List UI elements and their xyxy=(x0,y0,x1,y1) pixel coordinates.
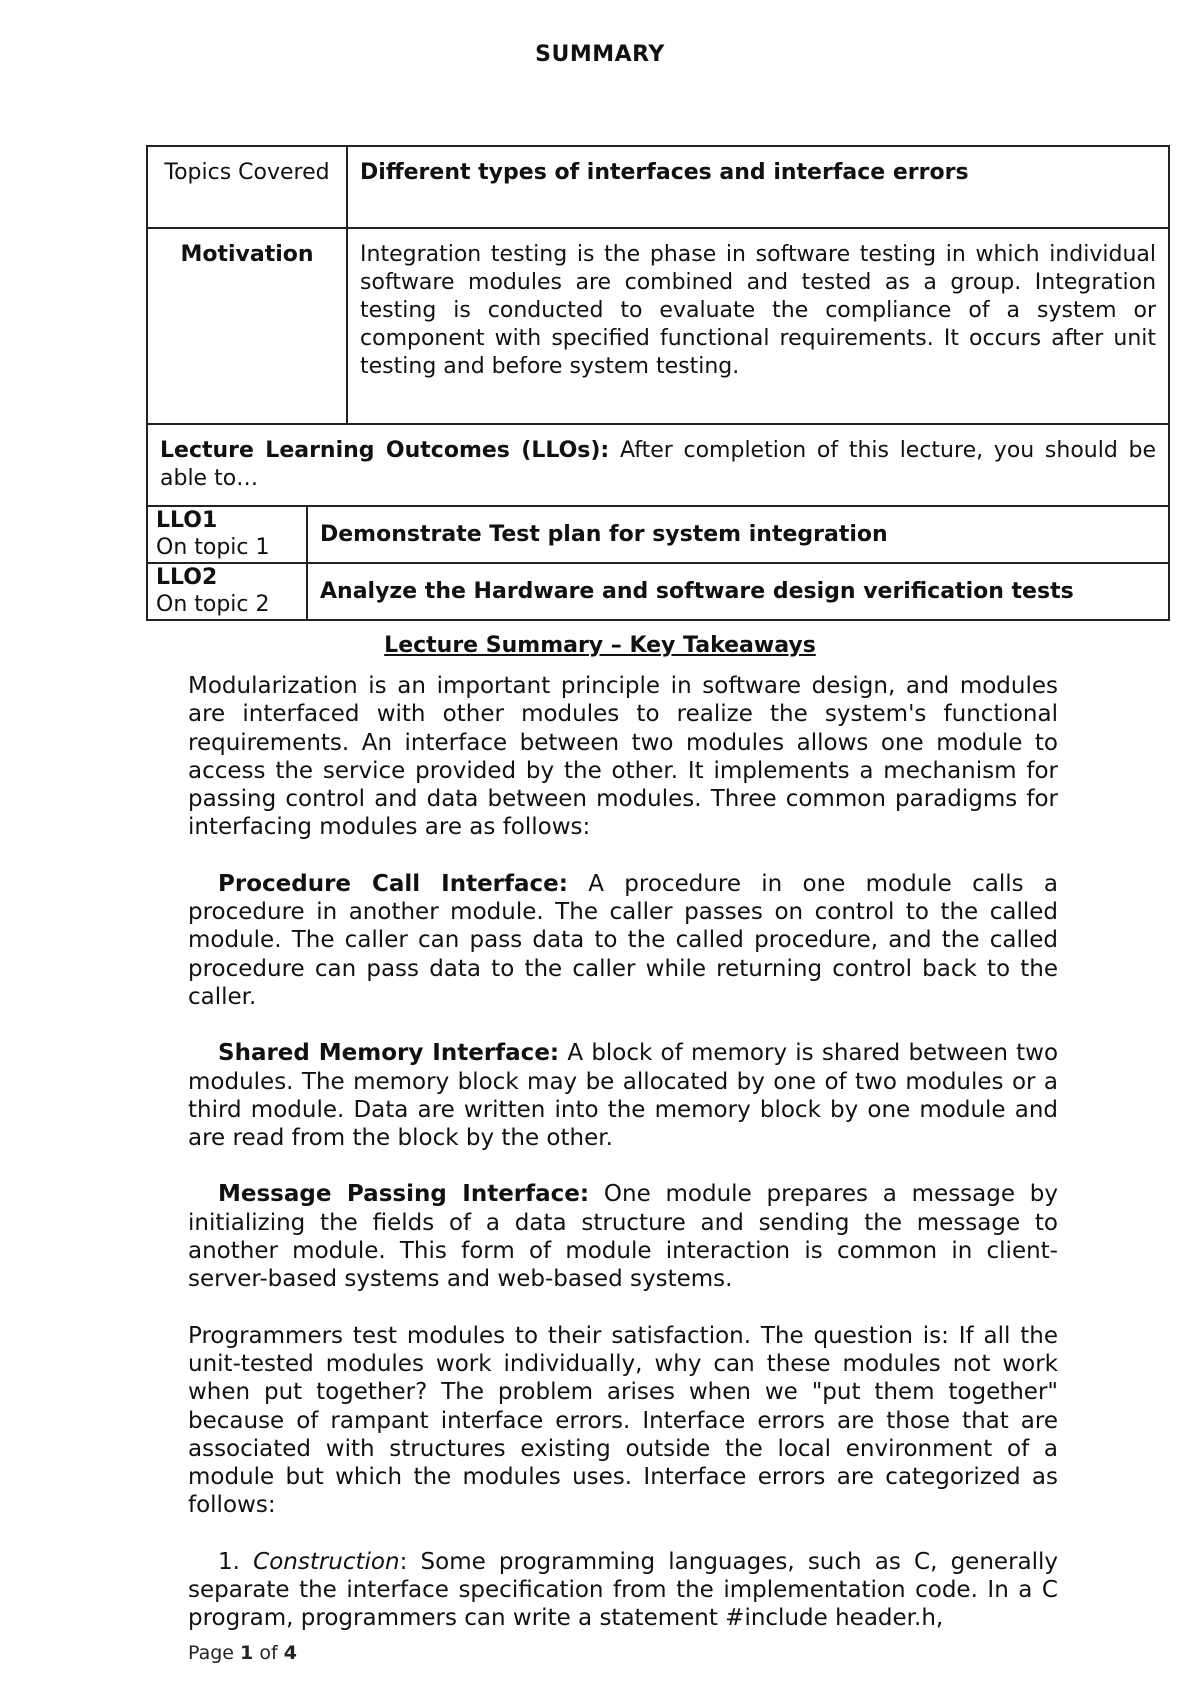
intro-paragraph: Modularization is an important principle in software design, and modules are interfaced with other modules to realize the system's functional requirements. An interface between two modules allows one module to access the service provided by the other. It implements a mechanism for passing control and data between modules. Three common paradigms for interfacing modules are as follows: xyxy=(188,673,1058,841)
list-term: Construction xyxy=(253,1548,400,1575)
summary-table xyxy=(146,145,1170,621)
paradigm-term: Message Passing Interface: xyxy=(218,1181,590,1208)
list-text: : Some programming languages, such as C, generally separate the interface specification from the implementation code. In a C program, programmers can write a statement #include header.h, xyxy=(188,1548,1059,1632)
list-item xyxy=(188,1548,1058,1633)
llo-intro-cell xyxy=(147,424,1169,506)
page-title: SUMMARY xyxy=(535,42,665,67)
footer-separator: of xyxy=(253,1642,284,1664)
llo-heading: Lecture Learning Outcomes (LLOs): xyxy=(160,438,610,463)
motivation-label: Motivation xyxy=(147,228,347,424)
paradigm-text: One module prepares a message by initializing the fields of a data structure and sending the message to another module. This form of module interaction is common in client-server-based systems and web-based systems. xyxy=(188,1181,1059,1293)
motivation-row xyxy=(147,228,1169,424)
llo-intro: After completion of this lecture, you should be able to… xyxy=(160,438,1157,491)
llo-code-cell xyxy=(147,506,307,563)
section-heading: Lecture Summary – Key Takeaways xyxy=(384,633,816,658)
paradigm-term: Shared Memory Interface: xyxy=(218,1040,560,1067)
page-footer xyxy=(188,1642,297,1664)
errors-paragraph: Programmers test modules to their satisfaction. The question is: If all the unit-tested modules work individually, why can these modules not work when put together? The problem arises when we "put them together" because of rampant interface errors. Interface errors are those that are associated with structures existing outside the local environment of a module but which the modules uses. Interface errors are categorized as follows: xyxy=(188,1322,1058,1519)
footer-current-page: 1 xyxy=(240,1642,254,1664)
llo-text: Demonstrate Test plan for system integration xyxy=(307,506,1169,563)
topics-row xyxy=(147,146,1169,228)
paradigm-text: A procedure in one module calls a procedure in another module. The caller passes on control to the called module. The caller can pass data to the called procedure, and the called procedure can pass data to the caller while returning control back to the caller. xyxy=(188,870,1058,1010)
paradigm-paragraph xyxy=(188,1039,1058,1152)
topics-value: Different types of interfaces and interface errors xyxy=(347,146,1169,228)
llo-intro-row xyxy=(147,424,1169,506)
footer-total-pages: 4 xyxy=(283,1642,297,1664)
footer-prefix: Page xyxy=(188,1642,241,1664)
motivation-text: Integration testing is the phase in software testing in which individual software modules are combined and tested as a group. Integration testing is conducted to evaluate the compliance of a system or component with specified functional requirements. It occurs after unit testing and before system testing. xyxy=(347,228,1169,424)
llo-code-cell xyxy=(147,563,307,620)
paradigm-text: A block of memory is shared between two modules. The memory block may be allocated by one of two modules or a third module. Data are written into the memory block by one module and are read from the block by the other. xyxy=(188,1040,1059,1152)
paradigm-paragraph xyxy=(188,1180,1058,1293)
paradigm-paragraph xyxy=(188,870,1058,1011)
llo-row xyxy=(147,506,1169,563)
llo-topic: On topic 1 xyxy=(156,535,270,560)
llo-code: LLO2 xyxy=(156,565,218,590)
llo-row xyxy=(147,563,1169,620)
summary-content xyxy=(188,672,1058,1633)
llo-text: Analyze the Hardware and software design verification tests xyxy=(307,563,1169,620)
list-number: 1. xyxy=(218,1548,240,1575)
llo-code: LLO1 xyxy=(156,508,218,533)
llo-topic: On topic 2 xyxy=(156,592,270,617)
paradigm-term: Procedure Call Interface: xyxy=(218,870,568,897)
topics-label: Topics Covered xyxy=(147,146,347,228)
